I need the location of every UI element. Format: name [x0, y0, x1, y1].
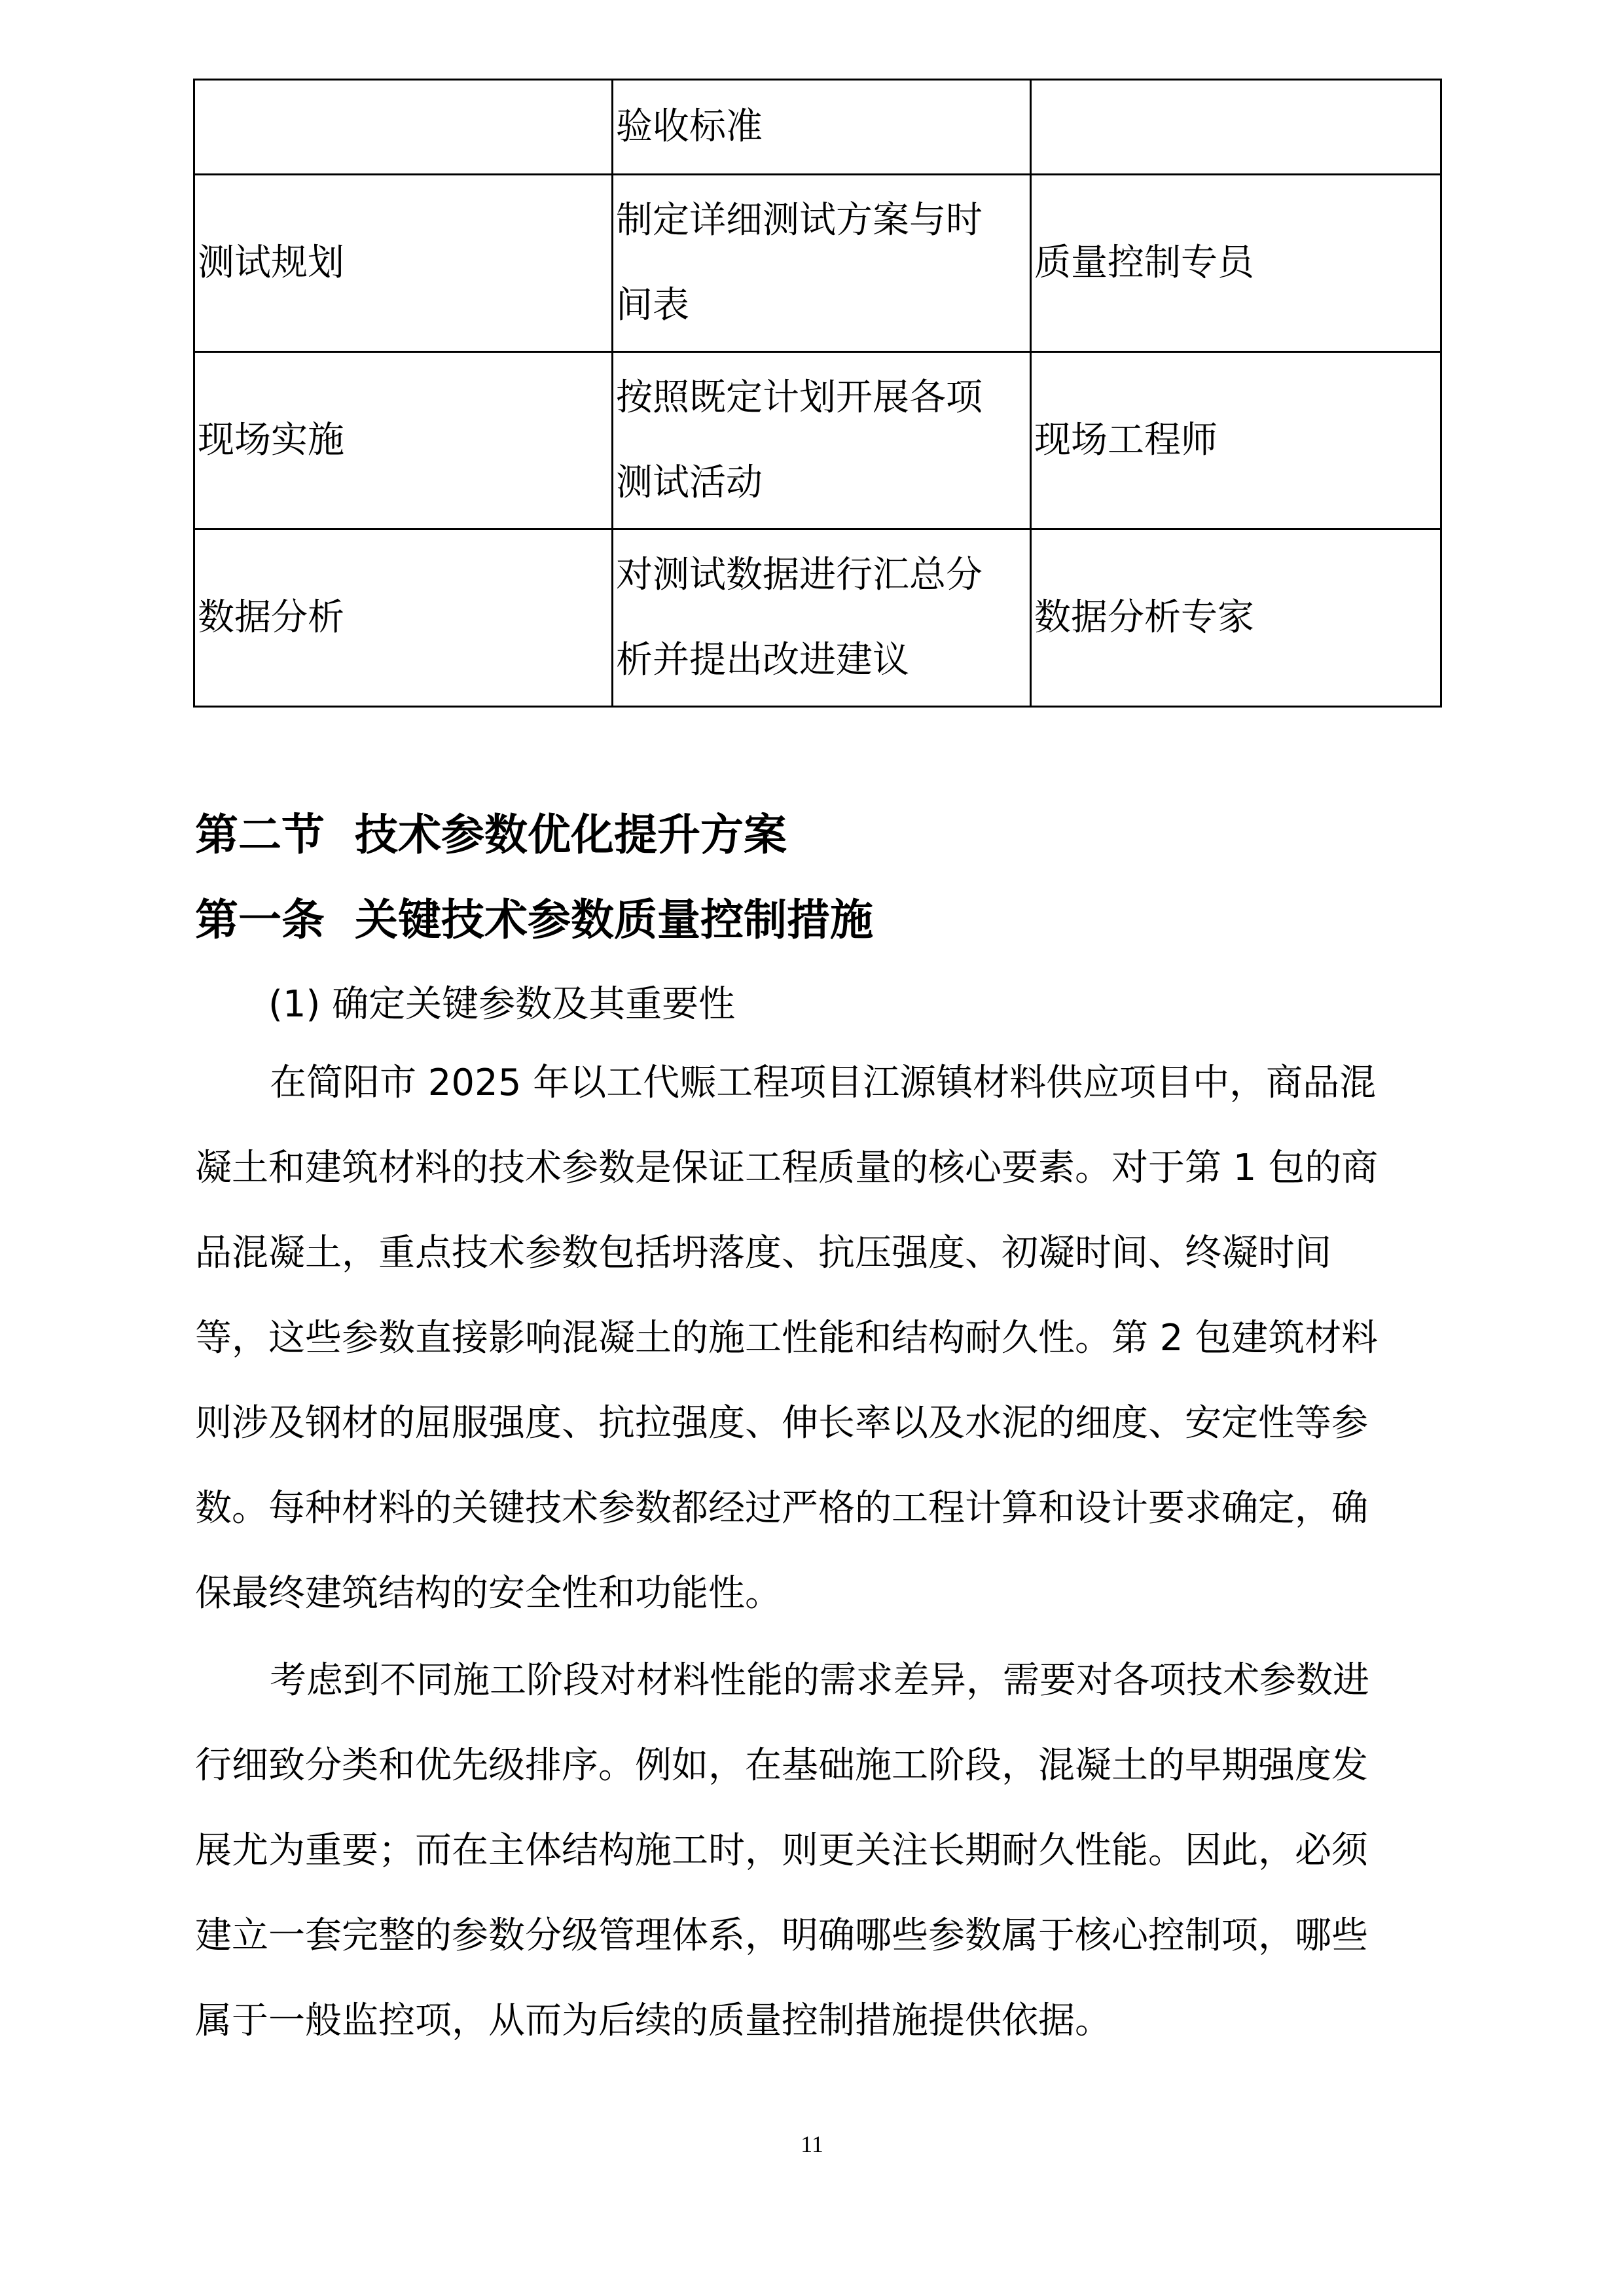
text-line: 行细致分类和优先级排序。例如，在基础施工阶段，混凝土的早期强度发	[195, 1744, 1368, 1787]
text-line: 凝土和建筑材料的技术参数是保证工程质量的核心要素。对于第 1 包的商	[195, 1147, 1379, 1189]
cell-line: 析并提出改进建议	[616, 639, 909, 681]
article-title: 第一条 关键技术参数质量控制措施	[195, 895, 873, 945]
table-row	[194, 352, 1441, 529]
content-cell	[613, 529, 1031, 707]
paragraph-2	[195, 1638, 1445, 2064]
test-plan-table	[193, 79, 1442, 708]
phase-cell	[194, 80, 613, 175]
section-title: 第二节 技术参数优化提升方案	[195, 810, 787, 860]
cell-line: 测试活动	[616, 461, 763, 504]
cell-line: 制定详细测试方案与时	[616, 199, 983, 242]
cell-line: 对测试数据进行汇总分	[616, 554, 983, 596]
owner-cell: 数据分析专家	[1031, 529, 1441, 707]
subheading: (1) 确定关键参数及其重要性	[268, 983, 736, 1026]
owner-cell: 现场工程师	[1031, 352, 1441, 529]
phase-cell: 数据分析	[194, 529, 613, 707]
phase-cell: 测试规划	[194, 175, 613, 352]
content-cell	[613, 80, 1031, 175]
paragraph-1	[195, 1041, 1445, 1636]
text-line: 考虑到不同施工阶段对材料性能的需求差异，需要对各项技术参数进	[270, 1659, 1369, 1702]
text-line: 品混凝土，重点技术参数包括坍落度、抗压强度、初凝时间、终凝时间	[195, 1232, 1331, 1274]
text-line: 数。每种材料的关键技术参数都经过严格的工程计算和设计要求确定，确	[195, 1487, 1368, 1530]
text-line: 建立一套完整的参数分级管理体系，明确哪些参数属于核心控制项，哪些	[195, 1914, 1368, 1957]
table-row	[194, 175, 1441, 352]
cell-line: 验收标准	[616, 105, 763, 148]
text-line: 在简阳市 2025 年以工代赈工程项目江源镇材料供应项目中，商品混	[270, 1062, 1377, 1104]
cell-line: 间表	[616, 284, 689, 327]
page-number: 11	[801, 2131, 823, 2157]
text-line: 保最终建筑结构的安全性和功能性。	[195, 1572, 782, 1615]
owner-cell: 质量控制专员	[1031, 175, 1441, 352]
cell-line: 按照既定计划开展各项	[616, 376, 983, 419]
content-cell	[613, 175, 1031, 352]
table-row	[194, 80, 1441, 175]
text-line: 属于一般监控项，从而为后续的质量控制措施提供依据。	[195, 2000, 1111, 2042]
text-line: 展尤为重要；而在主体结构施工时，则更关注长期耐久性能。因此，必须	[195, 1829, 1368, 1872]
owner-cell	[1031, 80, 1441, 175]
table-row	[194, 529, 1441, 707]
phase-cell: 现场实施	[194, 352, 613, 529]
text-line: 则涉及钢材的屈服强度、抗拉强度、伸长率以及水泥的细度、安定性等参	[195, 1402, 1368, 1444]
text-line: 等，这些参数直接影响混凝土的施工性能和结构耐久性。第 2 包建筑材料	[195, 1317, 1379, 1359]
content-cell	[613, 352, 1031, 529]
